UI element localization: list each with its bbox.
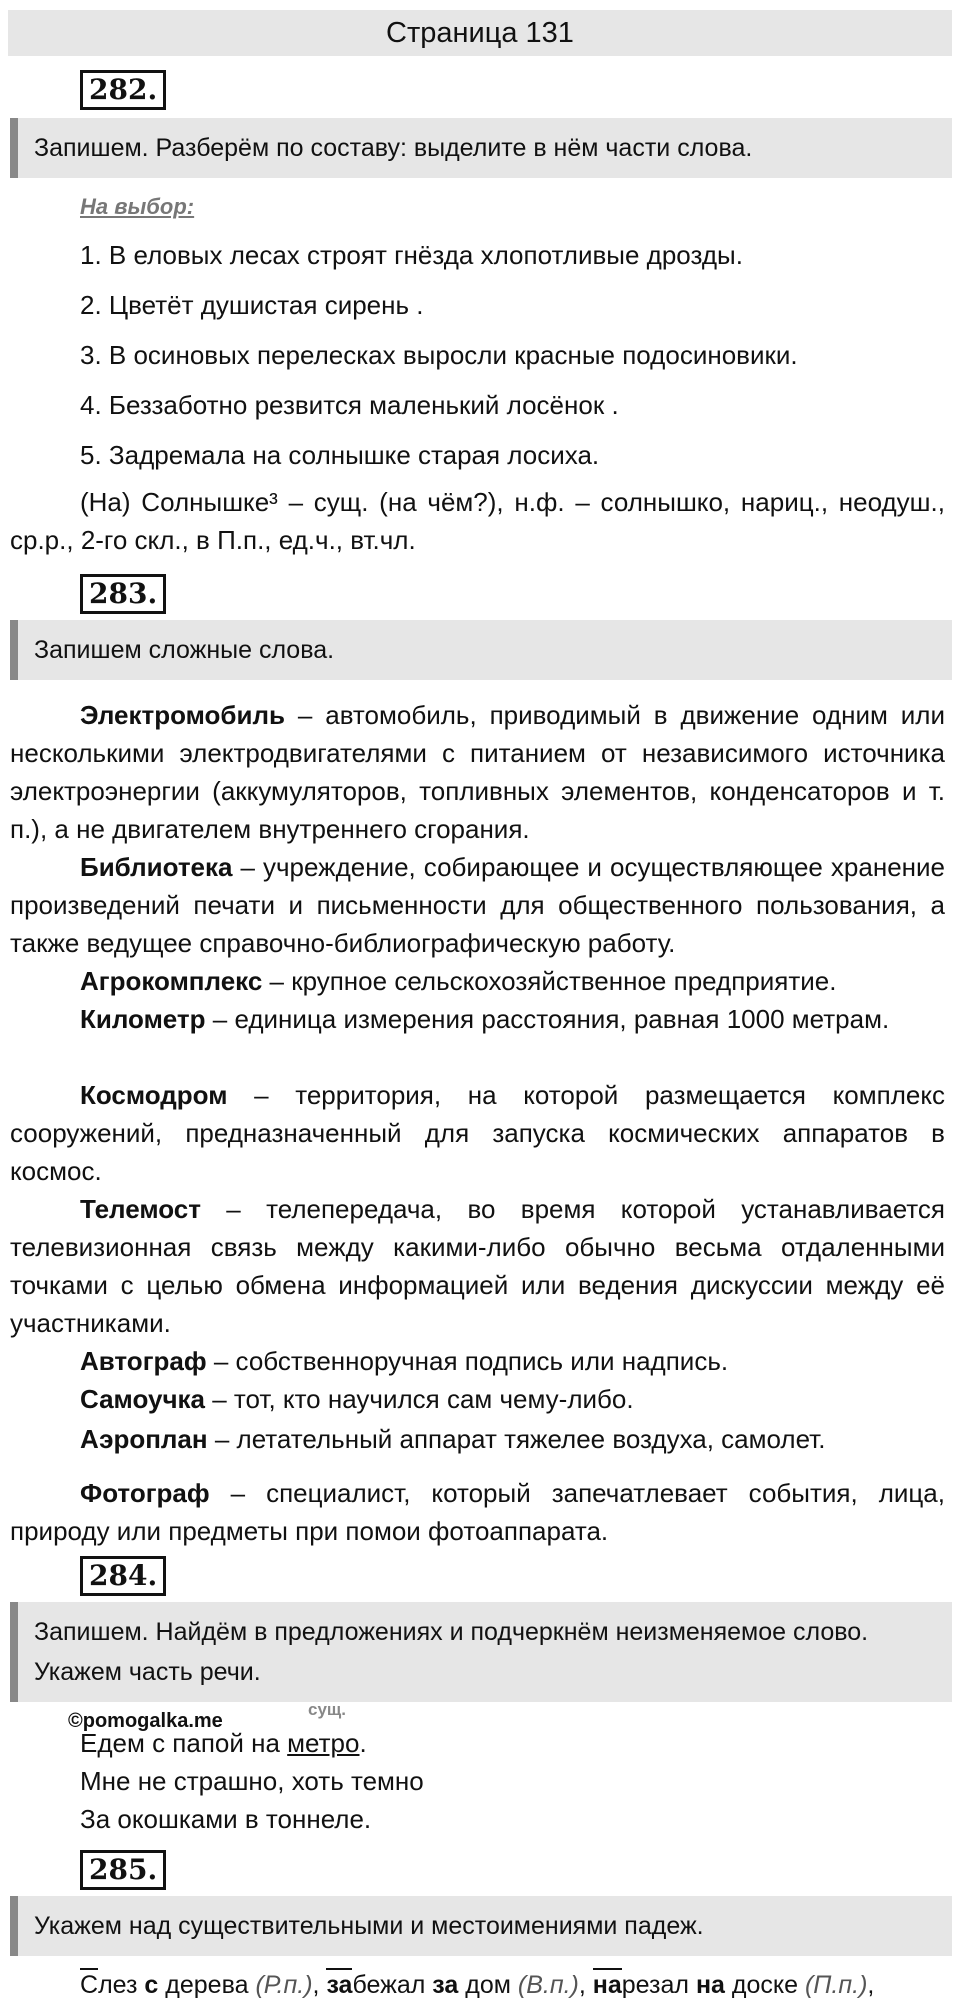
definition-entry: [10, 1000, 945, 1038]
task-283: Запишем сложные слова.: [10, 620, 952, 680]
sentence-2: 2. Цветёт душистая сирень .: [80, 290, 424, 320]
definition-entry: [10, 962, 945, 1000]
definition-text: – территория, на которой размещается комплекс сооружений, предназначенный для запуска космических аппаратов в космос.: [10, 1080, 945, 1186]
case-label: (Р.п.): [255, 1971, 313, 1999]
separator: ,: [312, 1971, 327, 1999]
definition-entry: [10, 1342, 945, 1380]
definition-entry: [10, 1474, 945, 1550]
definition-text: – тот, кто научился сам чему-либо.: [205, 1384, 634, 1414]
sentence-3: 3. В осиновых перелесках выросли красные подосиновики.: [80, 340, 798, 370]
definition-term: Автограф: [80, 1346, 207, 1376]
preposition: за: [432, 1971, 459, 1999]
exercise-number-282: 282.: [80, 70, 166, 110]
word: лез: [98, 1971, 145, 1999]
definition-text: – единица измерения расстояния, равная 1000 метрам.: [205, 1004, 890, 1034]
sentence-4: 4. Беззаботно резвится маленький лосёнок .: [80, 390, 619, 420]
word: резал: [621, 1971, 696, 1999]
prefix: на: [593, 1968, 622, 1999]
sentence-1: 1. В еловых лесах строят гнёзда хлопотливые дрозды.: [80, 240, 743, 270]
definition-text: – специалист, который запечатлевает события, лица, природу или предметы при помои фотоаппарата.: [10, 1478, 945, 1546]
prefix: С: [80, 1968, 98, 1999]
watermark: ©pomogalka.me: [68, 1710, 223, 1732]
definition-term: Километр: [80, 1004, 206, 1034]
analysis-paragraph: [10, 483, 945, 559]
task-282: Запишем. Разберём по составу: выделите в нём части слова.: [10, 118, 952, 178]
poem-line-3: За окошками в тоннеле.: [80, 1804, 372, 1834]
definition-term: Аэроплан: [80, 1424, 208, 1454]
exercise-number-285: 285.: [80, 1850, 166, 1890]
definition-text: – собственноручная подпись или надпись.: [206, 1346, 729, 1376]
definition-text: – летательный аппарат тяжелее воздуха, самолет.: [207, 1424, 826, 1454]
case-label: (В.п.): [517, 1971, 579, 1999]
sentence-5: 5. Задремала на солнышке старая лосиха.: [80, 440, 600, 470]
word: доске: [724, 1971, 805, 1999]
definition-term: Агрокомплекс: [80, 966, 263, 996]
definition-term: Фотограф: [80, 1478, 210, 1508]
task-285: Укажем над существительными и местоимениями падеж.: [10, 1896, 952, 1956]
definition-entry: [10, 1380, 945, 1418]
poem-text: Едем с папой на: [80, 1728, 288, 1758]
exercise-number-283: 283.: [80, 574, 166, 614]
definition-text: – крупное сельскохозяйственное предприятие.: [262, 966, 837, 996]
case-label: (П.п.): [804, 1971, 868, 1999]
definition-term: Электромобиль: [80, 700, 285, 730]
task-284: Запишем. Найдём в предложениях и подчеркнём неизменяемое слово. Укажем часть речи.: [10, 1602, 952, 1702]
definition-term: Самоучка: [80, 1384, 206, 1414]
analysis-text: (На) Солнышке³ – сущ. (на чём?), н.ф. – солнышко, нариц., неодуш., ср.р., 2-го скл., в П.п., ед.ч., вт.чл.: [10, 487, 945, 555]
word: бежал: [352, 1971, 433, 1999]
exercise-number-284: 284.: [80, 1556, 166, 1596]
definition-term: Телемост: [80, 1194, 201, 1224]
part-of-speech-label: сущ.: [308, 1700, 346, 1719]
definition-entry: [10, 696, 945, 848]
separator: ,: [867, 1971, 875, 1999]
definition-text: – учреждение, собирающее и осуществляющее хранение произведений печати и письменности для общественного пользования, а также ведущее справочно-библиографическую работу.: [10, 852, 945, 958]
poem-text: .: [359, 1728, 367, 1758]
choice-label: На выбор:: [80, 194, 195, 219]
separator: ,: [578, 1971, 593, 1999]
word: дом: [458, 1971, 518, 1999]
preposition: на: [695, 1971, 725, 1999]
page-title: Страница 131: [8, 10, 952, 56]
definition-entry: [10, 1420, 945, 1458]
definition-term: Космодром: [80, 1080, 228, 1110]
definition-entry: [10, 1076, 945, 1190]
definition-entry: [10, 848, 945, 962]
poem-line-1: [80, 1724, 367, 1762]
preposition: с: [144, 1971, 159, 1999]
underlined-word: метро: [287, 1728, 360, 1758]
definition-text: – автомобиль, приводимый в движение одним или несколькими электродвигателями с питанием от независимого источника электроэнергии (аккумуляторов, топливных элементов, конденсаторов и т. п.), а не двигателем внутреннего сгорания.: [10, 700, 945, 844]
poem-line-2: Мне не страшно, хоть темно: [80, 1766, 424, 1796]
word: дерева: [158, 1971, 256, 1999]
definition-term: Библиотека: [80, 852, 233, 882]
definition-entry: [10, 1190, 945, 1342]
prefix: за: [326, 1968, 352, 1999]
definition-text: – телепередача, во время которой устанавливается телевизионная связь между какими-либо обычно весьма отдаленными точками с целью обмена информацией или ведения дискуссии между её участниками.: [10, 1194, 945, 1338]
case-line: [80, 1966, 874, 2004]
